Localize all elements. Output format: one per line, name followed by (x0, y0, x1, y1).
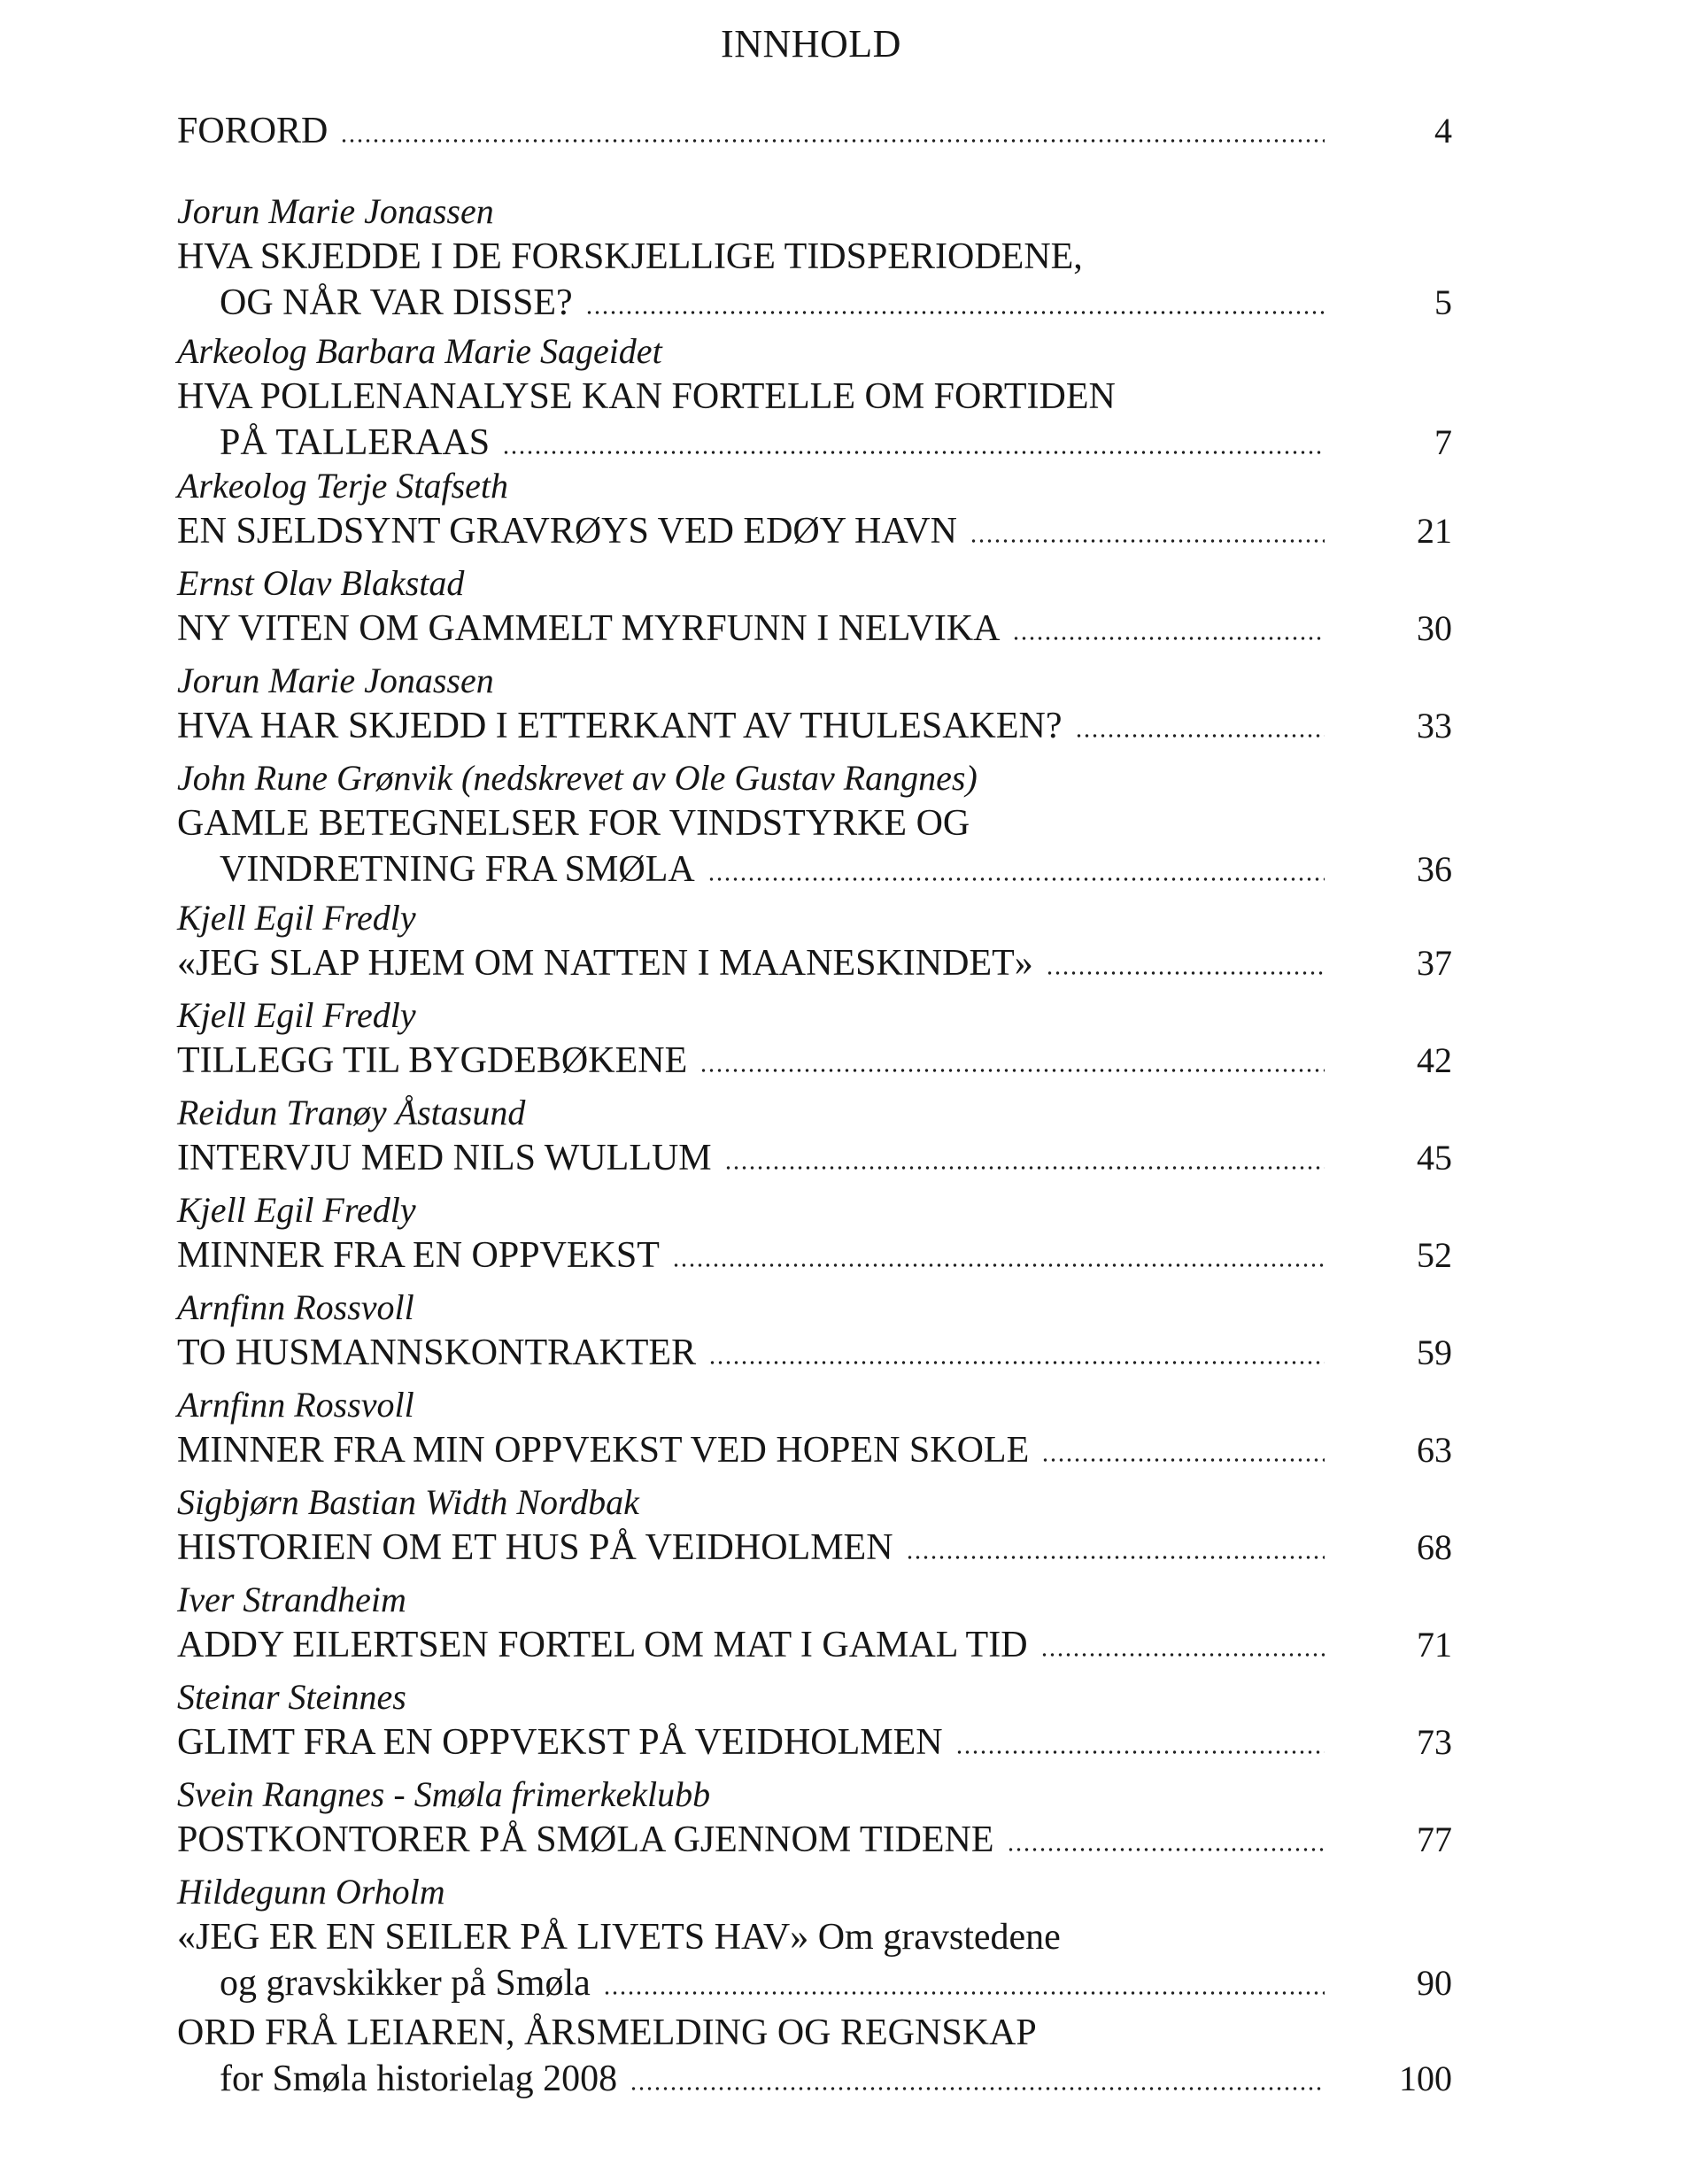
toc-entry[interactable] (177, 1188, 1452, 1278)
toc-entry[interactable] (177, 993, 1452, 1084)
toc-entry[interactable] (177, 1286, 1452, 1376)
toc-entry-title: POSTKONTORER PÅ SMØLA GJENNOM TIDENE (177, 1819, 994, 1860)
dot-leader (1040, 1652, 1325, 1657)
toc-entry-title: EN SJELDSYNT GRAVRØYS VED EDØY HAVN (177, 511, 957, 552)
toc-page-number: 5 (1434, 282, 1452, 322)
toc-entry-title: OG NÅR VAR DISSE? (220, 282, 573, 323)
toc-entry[interactable] (177, 756, 1452, 892)
toc-page-number: 45 (1417, 1138, 1452, 1178)
toc-entry-author: Arkeolog Terje Stafseth (177, 466, 509, 506)
dot-leader (340, 138, 1325, 143)
toc-entry-author: Jorun Marie Jonassen (177, 191, 494, 231)
toc-entry-title: PÅ TALLERAAS (220, 422, 491, 463)
dot-leader (708, 1360, 1325, 1365)
dot-leader (1007, 1847, 1325, 1852)
toc-entry-author: Arnfinn Rossvoll (177, 1287, 414, 1327)
toc-page-number: 37 (1417, 943, 1452, 983)
toc-entry-title: HISTORIEN OM ET HUS PÅ VEIDHOLMEN (177, 1527, 893, 1568)
toc-entry[interactable] (177, 659, 1452, 749)
dot-leader (1075, 733, 1325, 738)
toc-entry[interactable] (177, 108, 1452, 154)
toc-entry[interactable] (177, 2010, 1452, 2102)
dot-leader (699, 1068, 1325, 1073)
toc-entry-author: Kjell Egil Fredly (177, 1190, 416, 1230)
toc-entry[interactable] (177, 1091, 1452, 1181)
toc-page-number: 30 (1417, 608, 1452, 648)
dot-leader (906, 1555, 1325, 1560)
dot-leader (585, 310, 1325, 315)
dot-leader (1012, 636, 1325, 641)
toc-entry-title: HVA HAR SKJEDD I ETTERKANT AV THULESAKEN? (177, 706, 1063, 746)
toc-entry-title: «JEG SLAP HJEM OM NATTEN I MAANESKINDET» (177, 943, 1033, 984)
toc-entry-author: Kjell Egil Fredly (177, 995, 416, 1035)
toc-entry-title: TO HUSMANNSKONTRAKTER (177, 1333, 697, 1373)
toc-entry[interactable] (177, 1675, 1452, 1765)
toc-entry-author: Iver Strandheim (177, 1580, 406, 1619)
toc-page-number: 100 (1399, 2059, 1452, 2098)
toc-page-number: 21 (1417, 511, 1452, 551)
toc-entry-author: Ernst Olav Blakstad (177, 563, 465, 603)
toc-page-number: 42 (1417, 1040, 1452, 1080)
toc-entry-title: og gravskikker på Smøla (220, 1963, 591, 2004)
toc-entry-title: MINNER FRA MIN OPPVEKST VED HOPEN SKOLE (177, 1430, 1030, 1471)
toc-entry-title: MINNER FRA EN OPPVEKST (177, 1235, 660, 1276)
toc-entry-title: VINDRETNING FRA SMØLA (220, 849, 695, 890)
toc-entry-title: TILLEGG TIL BYGDEBØKENE (177, 1040, 688, 1081)
dot-leader (707, 877, 1325, 882)
toc-entry[interactable] (177, 464, 1452, 554)
toc-entry-author: Reidun Tranøy Åstasund (177, 1093, 526, 1132)
toc-entry-author: Jorun Marie Jonassen (177, 660, 494, 700)
toc-page-number: 63 (1417, 1430, 1452, 1470)
toc-page-number: 73 (1417, 1722, 1452, 1762)
toc-entry[interactable] (177, 329, 1452, 466)
dot-leader (724, 1165, 1325, 1170)
toc-entry[interactable] (177, 189, 1452, 326)
toc-page-number: 77 (1417, 1819, 1452, 1859)
dot-leader (502, 450, 1325, 455)
toc-entry[interactable] (177, 1480, 1452, 1571)
toc-entry-title: FORORD (177, 111, 328, 151)
toc-entry-title: INTERVJU MED NILS WULLUM (177, 1138, 712, 1178)
toc-page-number: 7 (1434, 422, 1452, 462)
toc-entry[interactable] (177, 1870, 1452, 2006)
toc-page-number: 90 (1417, 1963, 1452, 2003)
page-title: INNHOLD (721, 22, 901, 66)
toc-entry-author: Arkeolog Barbara Marie Sageidet (177, 331, 662, 371)
toc-entry-author: Arnfinn Rossvoll (177, 1385, 414, 1425)
toc-entry-title: HVA POLLENANALYSE KAN FORTELLE OM FORTIDEN (177, 376, 1116, 417)
toc-entry-title: HVA SKJEDDE I DE FORSKJELLIGE TIDSPERIODENE, (177, 236, 1083, 277)
toc-page-number: 52 (1417, 1235, 1452, 1275)
toc-page-number: 59 (1417, 1333, 1452, 1372)
dot-leader (1046, 970, 1325, 976)
toc-entry[interactable] (177, 561, 1452, 652)
toc-entry-title: «JEG ER EN SEILER PÅ LIVETS HAV» Om gravstedene (177, 1917, 1061, 1958)
dot-leader (603, 1990, 1325, 1996)
toc-entry[interactable] (177, 896, 1452, 986)
toc-entry-title: NY VITEN OM GAMMELT MYRFUNN I NELVIKA (177, 608, 1001, 649)
toc-entry-title: ADDY EILERTSEN FORTEL OM MAT I GAMAL TID (177, 1625, 1028, 1665)
dot-leader (1041, 1457, 1325, 1463)
toc-entry-title: for Smøla historielag 2008 (220, 2059, 618, 2099)
toc-entry-title: GLIMT FRA EN OPPVEKST PÅ VEIDHOLMEN (177, 1722, 943, 1763)
toc-entry[interactable] (177, 1773, 1452, 1863)
toc-entry-author: Steinar Steinnes (177, 1677, 406, 1717)
dot-leader (630, 2086, 1325, 2091)
dot-leader (672, 1263, 1325, 1268)
toc-entry-author: Svein Rangnes - Smøla frimerkeklubb (177, 1774, 711, 1814)
toc-entry-title: ORD FRÅ LEIAREN, ÅRSMELDING OG REGNSKAP (177, 2012, 1037, 2053)
toc-entry-author: John Rune Grønvik (nedskrevet av Ole Gustav Rangnes) (177, 758, 978, 798)
toc-page-number: 36 (1417, 849, 1452, 889)
toc-entry-author: Kjell Egil Fredly (177, 898, 416, 938)
toc-page-number: 33 (1417, 706, 1452, 745)
dot-leader (955, 1750, 1325, 1755)
toc-entry[interactable] (177, 1578, 1452, 1668)
toc-page-number: 4 (1434, 111, 1452, 151)
toc-entry[interactable] (177, 1383, 1452, 1473)
toc-page-number: 68 (1417, 1527, 1452, 1567)
toc-entry-author: Sigbjørn Bastian Width Nordbak (177, 1482, 639, 1522)
toc-entry-author: Hildegunn Orholm (177, 1872, 445, 1912)
toc-entry-title: GAMLE BETEGNELSER FOR VINDSTYRKE OG (177, 803, 970, 844)
toc-page-number: 71 (1417, 1625, 1452, 1665)
dot-leader (970, 538, 1325, 544)
